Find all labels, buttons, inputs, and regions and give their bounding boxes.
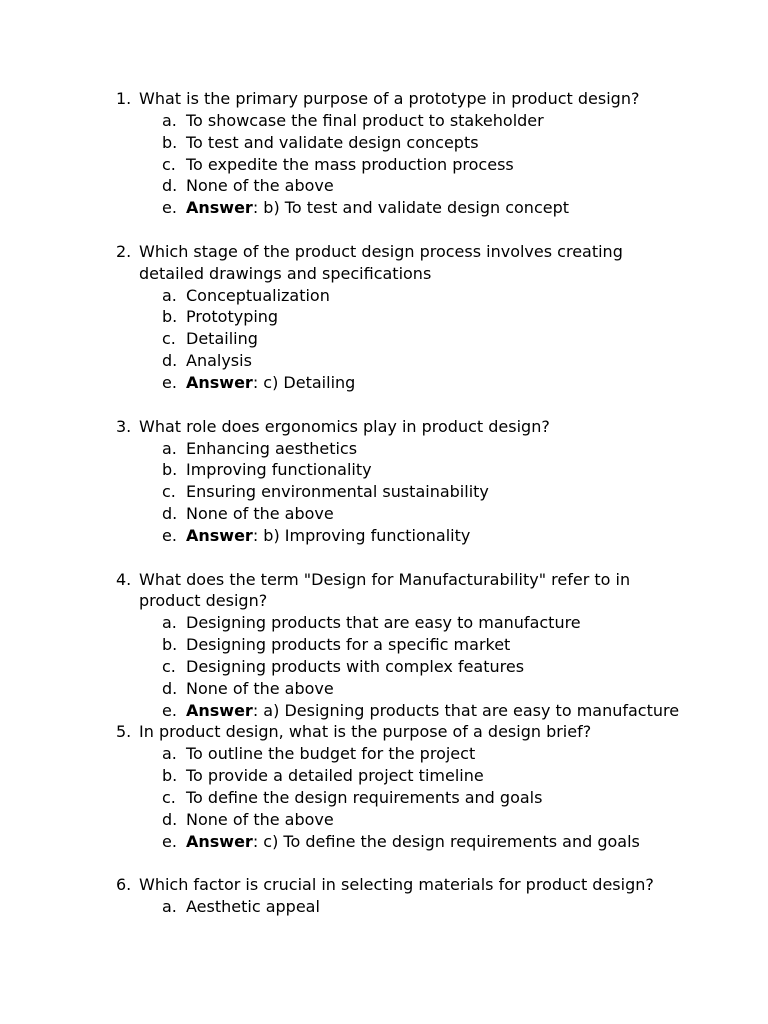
option-text: To outline the budget for the project (186, 744, 476, 764)
option-letter: c. (162, 329, 176, 349)
question-text (0, 241, 679, 285)
question-number: 5. (116, 722, 132, 742)
question-4 (0, 569, 768, 722)
option-text: None of the above (186, 176, 334, 196)
option-item (0, 350, 768, 372)
answer-item (0, 525, 768, 547)
question-3 (0, 416, 768, 547)
option-letter: c. (162, 154, 176, 174)
answer-text: : c) To define the design requirements and goals (252, 831, 640, 851)
option-text: Designing products that are easy to manufacture (186, 613, 581, 633)
option-text: To define the design requirements and goals (186, 788, 543, 807)
option-item (0, 175, 768, 197)
option-text: To showcase the final product to stakeholder (186, 110, 544, 130)
option-item (0, 285, 768, 307)
option-letter: d. (162, 504, 178, 524)
answer-text: : a) Designing products that are easy to manufacture (252, 700, 680, 720)
option-letter: a. (162, 897, 177, 917)
question-label: Which factor is crucial in selecting materials for product design? (139, 875, 654, 895)
option-letter: e. (162, 198, 177, 218)
option-letter: e. (162, 372, 177, 392)
answer-label: Answer (186, 198, 253, 218)
question-6 (0, 874, 768, 918)
option-text: To test and validate design concepts (186, 132, 479, 152)
option-letter: d. (162, 678, 178, 698)
option-letter: c. (162, 482, 176, 502)
document-page (0, 88, 768, 918)
answer-label: Answer (186, 831, 253, 851)
option-item (0, 306, 768, 328)
answer-label: Answer (186, 525, 253, 545)
option-letter: a. (162, 110, 177, 130)
option-text: None of the above (186, 504, 334, 524)
option-letter: e. (162, 525, 177, 545)
option-text: To provide a detailed project timeline (186, 766, 484, 786)
question-label: What role does ergonomics play in product design? (139, 416, 550, 436)
option-item (0, 132, 768, 154)
option-text: Detailing (186, 329, 258, 349)
question-number: 2. (116, 241, 132, 261)
question-label: In product design, what is the purpose of a design brief? (139, 722, 592, 742)
question-text (0, 874, 679, 896)
option-letter: b. (162, 460, 178, 480)
option-item (0, 459, 768, 481)
option-text: Aesthetic appeal (186, 897, 320, 917)
answer-text: : b) To test and validate design concept (252, 198, 570, 218)
option-text: None of the above (186, 678, 334, 698)
option-letter: a. (162, 438, 177, 458)
option-text: To expedite the mass production process (186, 154, 514, 174)
option-text: Analysis (186, 351, 252, 371)
answer-item (0, 372, 768, 394)
answer-item (0, 197, 768, 219)
question-2 (0, 241, 768, 394)
option-letter: d. (162, 176, 178, 196)
option-text: Conceptualization (186, 285, 330, 305)
option-letter: e. (162, 831, 177, 851)
option-item (0, 481, 768, 503)
option-text: Improving functionality (186, 460, 372, 480)
answer-text: : b) Improving functionality (252, 525, 471, 545)
question-text (0, 88, 679, 110)
option-letter: b. (162, 635, 178, 655)
option-item (0, 656, 768, 678)
option-letter: b. (162, 307, 178, 327)
answer-item (0, 831, 768, 853)
question-number: 3. (116, 416, 132, 436)
option-item (0, 503, 768, 525)
option-letter: c. (162, 656, 176, 676)
option-text: None of the above (186, 809, 334, 829)
option-item (0, 438, 768, 460)
question-number: 4. (116, 569, 132, 589)
option-letter: c. (162, 788, 176, 807)
option-item (0, 896, 768, 918)
option-item (0, 787, 768, 809)
option-letter: d. (162, 351, 178, 371)
question-label: Which stage of the product design process involves creating detailed drawings and specifications (139, 241, 623, 283)
option-item (0, 634, 768, 656)
option-letter: e. (162, 700, 177, 720)
option-item (0, 678, 768, 700)
question-label: What is the primary purpose of a prototype in product design? (139, 89, 640, 108)
option-letter: d. (162, 809, 178, 829)
option-letter: a. (162, 744, 177, 764)
option-text: Designing products for a specific market (186, 635, 511, 655)
question-text (0, 416, 679, 438)
question-number: 1. (116, 89, 132, 108)
question-text (0, 569, 679, 613)
option-text: Ensuring environmental sustainability (186, 482, 489, 502)
option-item (0, 809, 768, 831)
option-text: Prototyping (186, 307, 279, 327)
option-item (0, 110, 768, 132)
option-item (0, 765, 768, 787)
option-item (0, 154, 768, 176)
option-letter: a. (162, 613, 177, 633)
question-label: What does the term "Design for Manufacturability" refer to in product design? (139, 569, 631, 611)
answer-label: Answer (186, 700, 253, 720)
option-item (0, 612, 768, 634)
question-text (0, 721, 679, 743)
option-letter: a. (162, 285, 177, 305)
question-5 (0, 721, 768, 852)
option-text: Enhancing aesthetics (186, 438, 358, 458)
option-item (0, 743, 768, 765)
option-text: Designing products with complex features (186, 656, 525, 676)
option-letter: b. (162, 132, 178, 152)
answer-item (0, 700, 768, 722)
answer-label: Answer (186, 372, 253, 392)
option-letter: b. (162, 766, 178, 786)
question-number: 6. (116, 875, 132, 895)
answer-text: : c) Detailing (252, 372, 356, 392)
question-1 (0, 88, 768, 219)
option-item (0, 328, 768, 350)
